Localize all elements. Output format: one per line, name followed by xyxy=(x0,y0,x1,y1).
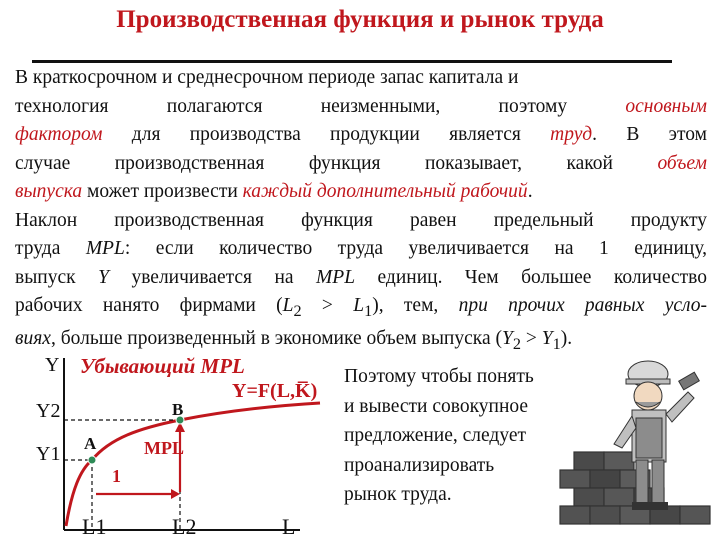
paragraph-line: выпуска может произвести каждый дополнительный рабочий. xyxy=(15,181,533,202)
worker-with-brick-wall-illustration xyxy=(556,352,716,532)
x-axis-label: L xyxy=(282,514,296,539)
title-underline xyxy=(32,60,672,63)
paragraph-line: фактором для производства продукции является труд. В этом xyxy=(15,124,707,145)
one-unit-label: 1 xyxy=(112,466,121,486)
side-note-line: рынок труда. xyxy=(344,484,452,505)
main-paragraph xyxy=(15,64,707,359)
point-a-marker xyxy=(88,456,96,464)
paragraph-line: В краткосрочном и среднесрочном периоде запас капитала и xyxy=(15,67,519,88)
side-note-line: и вывести совокупное xyxy=(344,395,529,417)
function-label: Y=F(L,K̅) xyxy=(232,380,318,402)
y-axis-label: Y xyxy=(45,354,60,376)
highlight-text: выпуска xyxy=(15,181,83,202)
highlight-text: основным xyxy=(625,95,707,117)
production-function-diagram xyxy=(0,350,345,540)
highlight-text: труд xyxy=(550,124,593,145)
l1-tick-label: L1 xyxy=(82,514,107,539)
paragraph-line: выпуск Y увеличивается на MPL единиц. Чем большее количество xyxy=(15,266,708,288)
side-note-line: Поэтому чтобы понять xyxy=(344,366,534,387)
paragraph-line: технология полагаются неизменными, поэтому основным xyxy=(15,95,707,117)
side-note-line: проанализировать xyxy=(344,454,495,476)
y2-tick-label: Y2 xyxy=(36,400,61,422)
production-curve xyxy=(66,403,320,526)
point-a-label: A xyxy=(84,434,97,453)
chart-subtitle: Убывающий MPL xyxy=(80,354,245,378)
highlight-text: фактором xyxy=(15,124,103,145)
paragraph-line: случае производственная функция показывает, какой объем xyxy=(15,152,707,174)
highlight-text: объем xyxy=(657,152,707,174)
l2-tick-label: L2 xyxy=(172,514,197,539)
delta-l-arrowhead xyxy=(171,489,180,499)
side-note-line: предложение, следует xyxy=(344,425,527,446)
paragraph-line: Наклон производственная функция равен предельный продукту xyxy=(15,209,707,231)
paragraph-line: рабочих нанято фирмами $(L_2 > L_1)$, тем, при прочих равных усло- xyxy=(15,295,708,320)
paragraph-line: труда MPL: если количество труда увеличивается на 1 единицу, xyxy=(15,238,707,259)
point-b-label: B xyxy=(172,400,184,419)
y1-tick-label: Y1 xyxy=(36,443,61,465)
mpl-label: MPL xyxy=(144,438,184,458)
paragraph-line: виях, больше произведенный в экономике объем выпуска $(Y_2 > Y_1)$. xyxy=(15,328,573,354)
side-note xyxy=(344,362,534,510)
page-title: Производственная функция и рынок труда xyxy=(116,6,604,33)
highlight-text: каждый дополнительный рабочий xyxy=(242,181,528,202)
